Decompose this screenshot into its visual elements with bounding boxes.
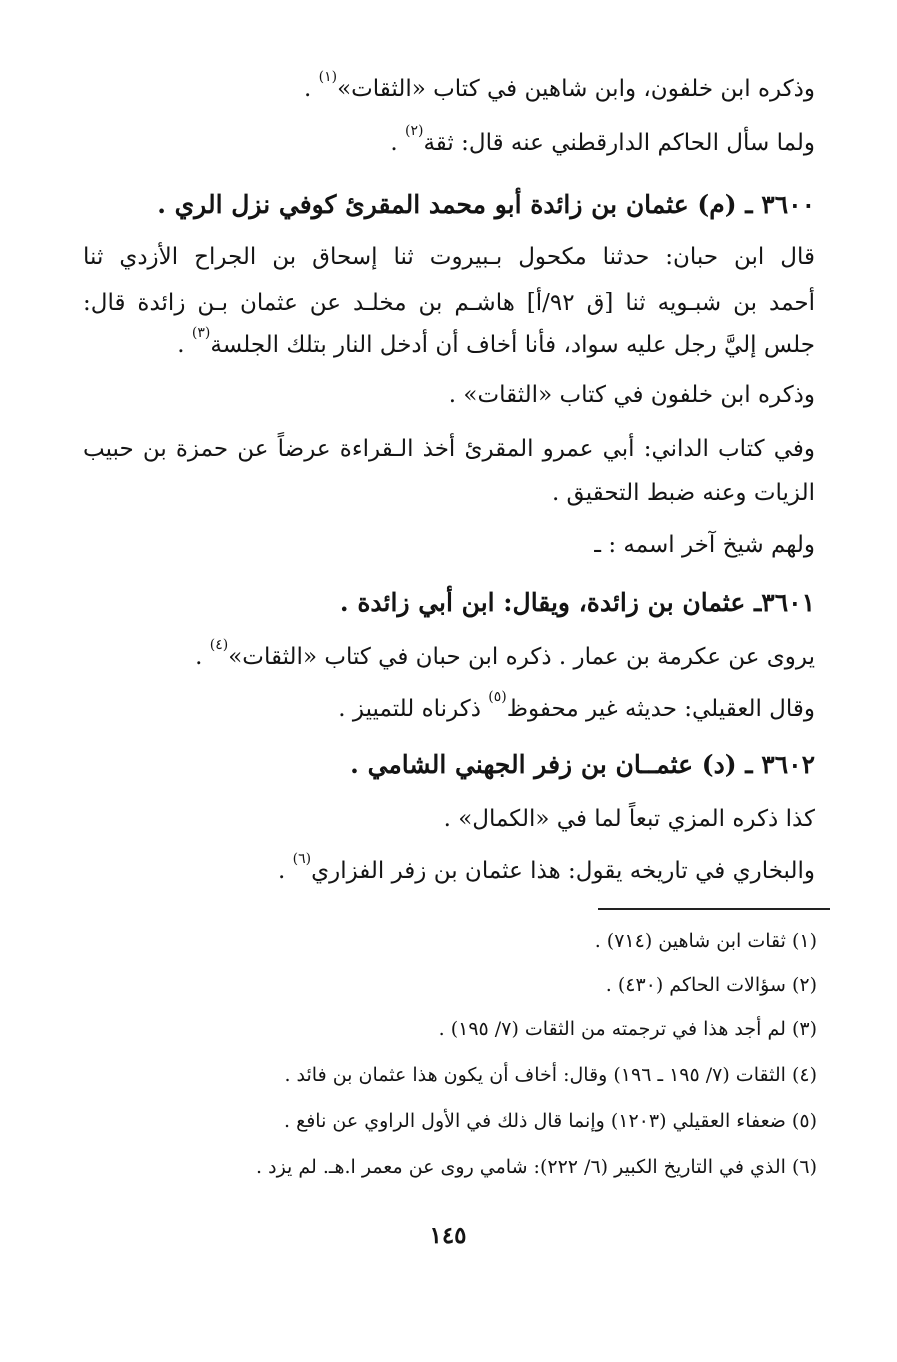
- text-line: والبخاري في تاريخه يقول: هذا عثمان بن زفر الفزاري$^{(٦)}$ .: [277, 851, 815, 884]
- text-line: أحمد بن شبـويه ثنا [ق ٩٢/أ] هاشـم بن مخلـد عن عثمان بـن زائدة قال:: [83, 290, 815, 316]
- text-line: ولما سأل الحاكم الدارقطني عنه قال: ثقة$^{(٢)}$ .: [390, 123, 815, 156]
- footnote: (٤) الثقات (٧/ ١٩٥ ـ ١٩٦) وقال: أخاف أن يكون هذا عثمان بن فائد .: [284, 1064, 817, 1086]
- text-line: كذا ذكره المزي تبعاً لما في «الكمال» .: [443, 806, 815, 832]
- text-line: الزيات وعنه ضبط التحقيق .: [551, 480, 815, 506]
- text-line: يروى عن عكرمة بن عمار . ذكره ابن حبان في كتاب «الثقات»$^{(٤)}$ .: [195, 637, 815, 670]
- footnote: (٣) لم أجد هذا في ترجمته من الثقات (٧/ ١٩٥) .: [438, 1018, 817, 1040]
- text-line: ولهم شيخ آخر اسمه : ـ: [594, 532, 815, 558]
- entry-heading: ٣٦٠٢ ـ (د) عثمــان بن زفر الجهني الشامي .: [350, 750, 815, 779]
- entry-heading: ٣٦٠٠ ـ (م) عثمان بن زائدة أبو محمد المقرئ كوفي نزل الري .: [157, 190, 815, 219]
- text-line: وفي كتاب الداني: أبي عمرو المقرئ أخذ الـقراءة عرضاً عن حمزة بن حبيب: [83, 436, 815, 462]
- entry-heading: ٣٦٠١ـ عثمان بن زائدة، ويقال: ابن أبي زائدة .: [339, 588, 815, 617]
- text-line: قال ابن حبان: حدثنا مكحول بـبيروت ثنا إسحاق بن الجراح الأزدي ثنا: [83, 244, 815, 270]
- footnote: (٦) الذي في التاريخ الكبير (٦/ ٢٢٢): شامي روى عن معمر ا.هـ. لم يزد .: [256, 1156, 817, 1178]
- footnote: (٥) ضعفاء العقيلي (١٢٠٣) وإنما قال ذلك في الأول الراوي عن نافع .: [284, 1110, 817, 1132]
- page-number: ١٤٥: [429, 1222, 467, 1249]
- text-line: جلس إليَّ رجل عليه سواد، فأنا أخاف أن أدخل النار بتلك الجلسة$^{(٣)}$ .: [177, 325, 815, 358]
- footnote: (٢) سؤالات الحاكم (٤٣٠) .: [605, 974, 817, 996]
- text-line: وذكره ابن خلفون في كتاب «الثقات» .: [448, 382, 815, 408]
- text-line: وذكره ابن خلفون، وابن شاهين في كتاب «الثقات»$^{(١)}$ .: [303, 69, 815, 102]
- footnote: (١) ثقات ابن شاهين (٧١٤) .: [594, 930, 817, 952]
- footnote-separator: [598, 908, 830, 910]
- text-line: وقال العقيلي: حديثه غير محفوظ$^{(٥)}$ ذكرناه للتمييز .: [338, 689, 815, 722]
